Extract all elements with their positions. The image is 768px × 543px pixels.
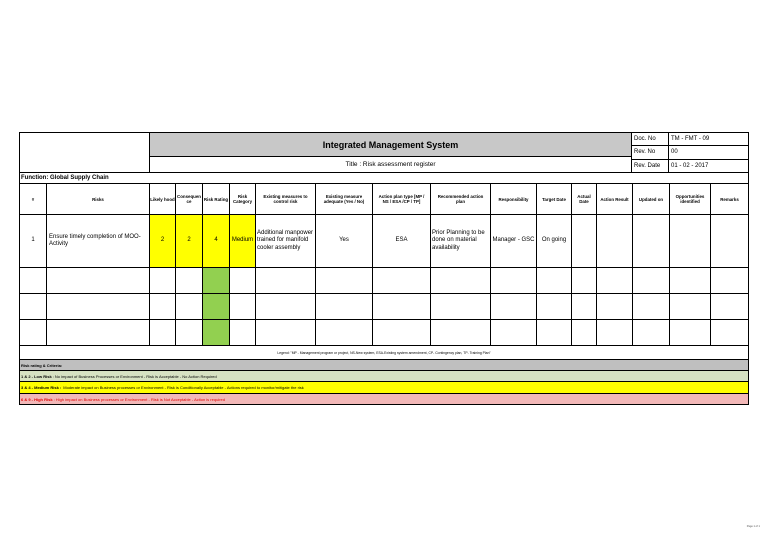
empty-cell (315, 320, 372, 346)
actual-date-cell (571, 215, 596, 268)
empty-cell (710, 294, 749, 320)
target-date-cell: On going (536, 215, 571, 268)
updated-on-cell (632, 215, 669, 268)
empty-cell (571, 268, 596, 294)
empty-cell (571, 320, 596, 346)
risk-rating-cell (202, 294, 229, 320)
column-header-recommended: Recommended action plan (430, 184, 490, 215)
empty-cell (149, 268, 175, 294)
risk-category-cell: Medium (229, 215, 255, 268)
rev-no-value: 00 (669, 146, 749, 160)
empty-cell (255, 268, 315, 294)
empty-cell (175, 320, 202, 346)
empty-cell (372, 294, 430, 320)
risk-rating-cell (202, 268, 229, 294)
low-risk-label: 1 & 2 - Low Risk (21, 373, 52, 379)
empty-cell (632, 294, 669, 320)
empty-cell (632, 268, 669, 294)
risk-table (19, 184, 749, 346)
column-header-target-date: Target Date (536, 184, 571, 215)
empty-cell (430, 294, 490, 320)
existing-measures-cell: Additional manpower trained for manifold cooler assembly (255, 215, 315, 268)
empty-cell (19, 320, 46, 346)
empty-cell (490, 268, 536, 294)
consequence-cell: 2 (175, 215, 202, 268)
empty-cell (490, 320, 536, 346)
medium-risk-text: Moderate impact on Business processes or Environment - Risk is Conditionally Acceptable - Actions required to monitor/mitigate the risk (63, 385, 304, 390)
low-risk-text: : No impact of Business Processes or Environment - Risk is Acceptable - No Action Required (52, 373, 217, 379)
column-header-risks: Risks (46, 184, 149, 215)
empty-cell (255, 320, 315, 346)
medium-risk-label: 3 & 4 - Medium Risk : (21, 385, 62, 390)
empty-cell (596, 320, 632, 346)
empty-cell (430, 268, 490, 294)
criteria-medium-risk (19, 382, 749, 394)
action-type-cell: ESA (372, 215, 430, 268)
column-header-action-type: Action plan type [MP / NS / ESA /CP / TP] (372, 184, 430, 215)
empty-cell (19, 268, 46, 294)
empty-cell (229, 294, 255, 320)
empty-cell (710, 320, 749, 346)
high-risk-label: 6 & 9 - High Risk (21, 396, 53, 402)
column-header-no: # (19, 184, 46, 215)
empty-cell (149, 320, 175, 346)
high-risk-text: : High impact on Business processes or Environment - Risk is Not Acceptable - Action is required (53, 396, 225, 402)
empty-cell (46, 320, 149, 346)
risk-rating-cell (202, 320, 229, 346)
empty-cell (315, 268, 372, 294)
column-header-action-result: Action Result (596, 184, 632, 215)
document-title: Title : Risk assessment register (149, 157, 631, 173)
doc-meta-table (631, 132, 749, 173)
empty-cell (710, 268, 749, 294)
empty-cell (315, 294, 372, 320)
rev-date-value: 01 - 02 - 2017 (669, 160, 749, 173)
column-header-consequence: Consequen ce (175, 184, 202, 215)
function-label: Function: Global Supply Chain (19, 173, 749, 184)
action-result-cell (596, 215, 632, 268)
logo-area (19, 132, 149, 173)
adequate-cell: Yes (315, 215, 372, 268)
empty-cell (175, 268, 202, 294)
empty-cell (372, 268, 430, 294)
empty-cell (669, 294, 710, 320)
criteria-high-risk (19, 394, 749, 405)
empty-cell (229, 320, 255, 346)
empty-cell (19, 294, 46, 320)
empty-cell (175, 294, 202, 320)
system-title: Integrated Management System (149, 132, 631, 157)
column-header-risk-rating: Risk Rating (202, 184, 229, 215)
recommended-action-cell: Prior Planning to be done on material availability (430, 215, 490, 268)
empty-cell (149, 294, 175, 320)
doc-no-label: Doc. No (632, 133, 669, 146)
opportunities-cell (669, 215, 710, 268)
criteria-low-risk (19, 371, 749, 382)
column-header-responsibility: Responsibility (490, 184, 536, 215)
column-header-remarks: Remarks (710, 184, 749, 215)
column-header-opportunities: Opportunities identified (669, 184, 710, 215)
doc-no-value: TM - FMT - 09 (669, 133, 749, 146)
row-number: 1 (19, 215, 46, 268)
risk-rating-cell: 4 (202, 215, 229, 268)
empty-cell (229, 268, 255, 294)
empty-cell (536, 294, 571, 320)
empty-cell (46, 268, 149, 294)
rev-date-label: Rev. Date (632, 160, 669, 173)
likelihood-cell: 2 (149, 215, 175, 268)
column-header-updated-on: Updated on (632, 184, 669, 215)
column-header-likelihood: Likely hood (149, 184, 175, 215)
page-number: Page 1 of 1 (746, 525, 760, 528)
column-header-adequate: Existing measure adequate (Yes / No) (315, 184, 372, 215)
empty-cell (430, 320, 490, 346)
risk-description: Ensure timely completion of MOO-Activity (46, 215, 149, 268)
empty-cell (490, 294, 536, 320)
empty-cell (632, 320, 669, 346)
legend-note: Legend: "MP - Management program or project, NS-New system, ESA-Existing system amendment, CP- Contingency plan, TP- Training Plan" (19, 346, 749, 360)
empty-cell (669, 268, 710, 294)
column-header-risk-category: Risk Category (229, 184, 255, 215)
criteria-title: Risk rating & Criteria: (19, 360, 749, 371)
responsibility-cell: Manager - GSC (490, 215, 536, 268)
column-header-actual-date: Actual Date (571, 184, 596, 215)
rev-no-label: Rev. No (632, 146, 669, 160)
empty-cell (596, 294, 632, 320)
empty-cell (536, 320, 571, 346)
empty-cell (536, 268, 571, 294)
column-header-existing-measures: Existing measures to control risk (255, 184, 315, 215)
empty-cell (571, 294, 596, 320)
empty-cell (669, 320, 710, 346)
empty-cell (596, 268, 632, 294)
empty-cell (372, 320, 430, 346)
empty-cell (46, 294, 149, 320)
empty-cell (255, 294, 315, 320)
remarks-cell (710, 215, 749, 268)
